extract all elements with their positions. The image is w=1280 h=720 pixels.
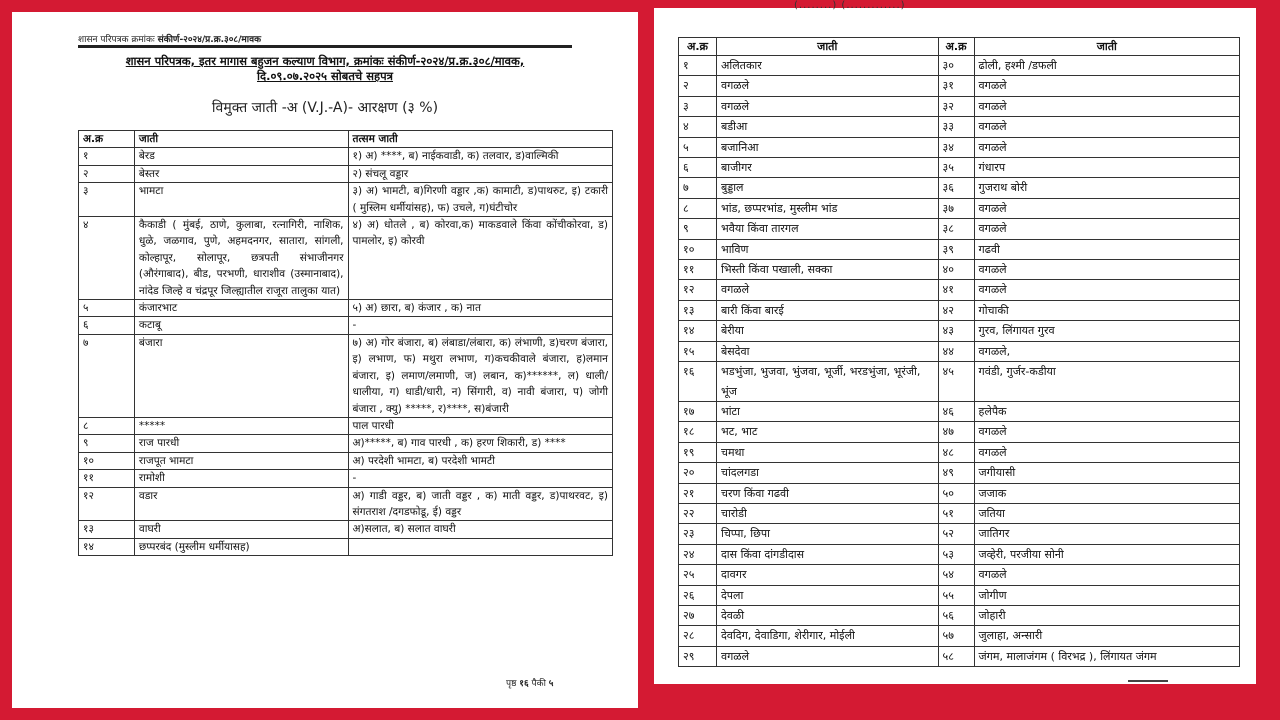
caste-name-2: वगळले	[974, 198, 1239, 218]
right-document-page	[654, 0, 1256, 684]
table-row	[679, 117, 1240, 137]
caste-name-2: जतिया	[974, 503, 1239, 523]
similar-castes: १) अ) ****, ब) नाईकवाडी, क) तलवार, ड)वाल्मिकी	[348, 148, 612, 165]
caste-name: बेरड	[134, 148, 348, 165]
similar-castes	[348, 538, 612, 555]
column-header-caste: जाती	[134, 131, 348, 148]
row-number-2: ३३	[938, 117, 974, 137]
caste-name-1: बाजीगर	[716, 158, 938, 178]
row-number: १२	[79, 487, 135, 521]
caste-name-2: वगळले	[974, 280, 1239, 300]
caste-name-1: चरण किंवा गढवी	[716, 483, 938, 503]
caste-name: रामोशी	[134, 470, 348, 487]
row-number-2: ४७	[938, 422, 974, 442]
table-row	[679, 646, 1240, 666]
caste-name-1: बेरीया	[716, 321, 938, 341]
table-row	[679, 503, 1240, 523]
table-row	[679, 300, 1240, 320]
cropped-header-text: (........) (.............)	[794, 0, 906, 11]
table-row	[679, 544, 1240, 564]
column-header-number-1: अ.क्र	[679, 38, 717, 56]
caste-name: बेस्तर	[134, 165, 348, 182]
row-number-1: ६	[679, 158, 717, 178]
caste-name-1: भांटा	[716, 401, 938, 421]
caste-name-2: जजाक	[974, 483, 1239, 503]
row-number-2: ४०	[938, 260, 974, 280]
caste-name-1: बारी किंवा बारई	[716, 300, 938, 320]
caste-name-1: चिप्पा, छिपा	[716, 524, 938, 544]
row-number-1: ४	[679, 117, 717, 137]
caste-name: बंजारा	[134, 334, 348, 417]
row-number-1: १८	[679, 422, 717, 442]
footer-page-number: १६	[519, 679, 529, 689]
similar-castes: ४) अ) धोतले , ब) कोरवा,क) माकडवाले किंवा कोंचीकोरवा, ड) पामलोर, इ) कोरवी	[348, 217, 612, 300]
caste-name-2: गुरव, लिंगायत गुरव	[974, 321, 1239, 341]
row-number: २	[79, 165, 135, 182]
row-number-2: ४९	[938, 463, 974, 483]
similar-castes: -	[348, 317, 612, 334]
row-number: ९	[79, 435, 135, 452]
row-number-2: ३४	[938, 137, 974, 157]
caste-name-1: भट, भाट	[716, 422, 938, 442]
row-number-1: २४	[679, 544, 717, 564]
row-number-1: २३	[679, 524, 717, 544]
caste-name-2: वगळले	[974, 442, 1239, 462]
caste-name: छप्परबंद (मुस्लीम धर्मीयासह)	[134, 538, 348, 555]
table-header-row	[79, 131, 613, 148]
caste-name-2: वगळले	[974, 422, 1239, 442]
row-number-1: १७	[679, 401, 717, 421]
row-number-2: ५३	[938, 544, 974, 564]
table-row	[679, 137, 1240, 157]
row-number-2: ३७	[938, 198, 974, 218]
row-number: ५	[79, 300, 135, 317]
footer-total: ५	[548, 679, 554, 689]
table-row	[79, 217, 613, 300]
caste-name-2: जगीयासी	[974, 463, 1239, 483]
caste-name: वाघरी	[134, 521, 348, 538]
similar-castes: अ) गाडी वड्डर, ब) जाती वड्डर , क) माती वड्डर, ड)पाथरवट, इ) संगतराश /दगडफोडू, ई) वड्डर	[348, 487, 612, 521]
vja-caste-table	[78, 130, 613, 556]
table-row	[679, 56, 1240, 76]
row-number-1: २७	[679, 605, 717, 625]
cropped-footer-mark	[1128, 680, 1168, 682]
table-row	[679, 585, 1240, 605]
table-row	[679, 198, 1240, 218]
row-number-2: ४३	[938, 321, 974, 341]
similar-castes: -	[348, 470, 612, 487]
column-header-number: अ.क्र	[79, 131, 135, 148]
row-number: ४	[79, 217, 135, 300]
row-number-1: ५	[679, 137, 717, 157]
caste-name-2: वगळले	[974, 565, 1239, 585]
caste-name-2: जोगीण	[974, 585, 1239, 605]
row-number-1: १२	[679, 280, 717, 300]
row-number: १३	[79, 521, 135, 538]
row-number-1: ३	[679, 96, 717, 116]
caste-name: कटाबू	[134, 317, 348, 334]
table-row	[79, 521, 613, 538]
table-row	[679, 422, 1240, 442]
caste-name-1: बुड्डाल	[716, 178, 938, 198]
row-number-2: ४६	[938, 401, 974, 421]
left-document-page	[12, 12, 638, 708]
intro-line-2: दि.०९.०७.२०२५ सोबतचे सहपत्र	[257, 69, 393, 83]
row-number-1: १४	[679, 321, 717, 341]
table-row	[679, 239, 1240, 259]
row-number-2: ३०	[938, 56, 974, 76]
row-number: ८	[79, 417, 135, 434]
row-number-1: १९	[679, 442, 717, 462]
caste-name-2: वगळले,	[974, 341, 1239, 361]
caste-name-1: देवदिग, देवाडिगा, शेरीगार, मोईली	[716, 626, 938, 646]
caste-name-1: चांदलगडा	[716, 463, 938, 483]
row-number: ६	[79, 317, 135, 334]
caste-name-2: जोहारी	[974, 605, 1239, 625]
caste-name-2: ढोली, हश्मी /डफली	[974, 56, 1239, 76]
caste-name-1: भडभुंजा, भुजवा, भुंजवा, भूर्जी, भरडभुंजा, भूरंजी, भूंज	[716, 362, 938, 402]
row-number-2: ४८	[938, 442, 974, 462]
row-number-2: ५०	[938, 483, 974, 503]
caste-name-1: अलितकार	[716, 56, 938, 76]
caste-name-1: देवळी	[716, 605, 938, 625]
row-number-1: २६	[679, 585, 717, 605]
row-number-2: ५६	[938, 605, 974, 625]
caste-name-2: वगळले	[974, 219, 1239, 239]
circular-intro	[78, 54, 572, 84]
similar-castes: २) संचलू वड्डार	[348, 165, 612, 182]
row-number-1: २९	[679, 646, 717, 666]
row-number: ७	[79, 334, 135, 417]
row-number-1: ७	[679, 178, 717, 198]
caste-name-2: वगळले	[974, 76, 1239, 96]
caste-name-1: बजानिआ	[716, 137, 938, 157]
table-row	[679, 178, 1240, 198]
table-row	[679, 401, 1240, 421]
row-number-2: ४४	[938, 341, 974, 361]
table-row	[679, 76, 1240, 96]
row-number-1: ८	[679, 198, 717, 218]
row-number-1: १६	[679, 362, 717, 402]
footer-mid: पैकी	[531, 679, 546, 689]
caste-name-2: हलेपैक	[974, 401, 1239, 421]
table-row	[79, 417, 613, 434]
row-number-2: ४५	[938, 362, 974, 402]
table-row	[679, 524, 1240, 544]
column-header-caste-2: जाती	[974, 38, 1239, 56]
row-number-2: ५५	[938, 585, 974, 605]
table-row	[679, 483, 1240, 503]
table-row	[79, 334, 613, 417]
caste-name-2: जुलाहा, अन्सारी	[974, 626, 1239, 646]
reservation-title: विमुक्त जाती -अ (V.J.-A)- आरक्षण (३ %)	[211, 100, 439, 116]
row-number-2: ३१	[938, 76, 974, 96]
row-number-2: ३५	[938, 158, 974, 178]
row-number-1: २८	[679, 626, 717, 646]
table-row	[679, 260, 1240, 280]
caste-name-1: देपला	[716, 585, 938, 605]
table-row	[679, 219, 1240, 239]
row-number-2: ३९	[938, 239, 974, 259]
caste-name-1: भांड, छप्परभांड, मुस्लीम भांड	[716, 198, 938, 218]
row-number-2: ५४	[938, 565, 974, 585]
caste-name: *****	[134, 417, 348, 434]
caste-name-1: वगळले	[716, 76, 938, 96]
row-number: १	[79, 148, 135, 165]
row-number-1: २०	[679, 463, 717, 483]
table-row	[79, 148, 613, 165]
table-row	[679, 463, 1240, 483]
caste-name-2: गढवी	[974, 239, 1239, 259]
caste-name-1: भिस्ती किंवा पखाली, सक्का	[716, 260, 938, 280]
table-row	[679, 321, 1240, 341]
caste-name-1: भाविण	[716, 239, 938, 259]
caste-name-1: दास किंवा दांगडीदास	[716, 544, 938, 564]
similar-castes: ७) अ) गोर बंजारा, ब) लंबाडा/लंबारा, क) लंभाणी, ड)चरण बंजारा, इ) लभाण, फ) मथुरा लभाण, ग)कचकीवाले बंजारा, ह)लमान बंजारा, इ) लमाण/लमाणी, ज) लबान, क)******, ल) धाली/ धालीया, ग) धाडी/धारी, न) सिंगारी, व) नावी बंजारा, प) जोगी बंजारा , क्यु) *****, र)****, स)बंजारी	[348, 334, 612, 417]
table-row	[79, 452, 613, 469]
footer-prefix: पृष्ठ	[506, 679, 517, 689]
document-header	[78, 32, 261, 45]
caste-name-1: वगळले	[716, 280, 938, 300]
caste-name: राज पारधी	[134, 435, 348, 452]
table-row	[79, 487, 613, 521]
row-number-1: २१	[679, 483, 717, 503]
header-reference: संकीर्ण-२०२४/प्र.क्र.३०८/मावक	[157, 35, 262, 45]
table-body	[79, 148, 613, 556]
row-number-2: ४२	[938, 300, 974, 320]
table-row	[79, 538, 613, 555]
caste-name-2: वगळले	[974, 137, 1239, 157]
caste-name: वडार	[134, 487, 348, 521]
caste-name: कंजारभाट	[134, 300, 348, 317]
page-footer	[506, 676, 553, 689]
table-row	[679, 96, 1240, 116]
caste-name-1: बडीआ	[716, 117, 938, 137]
column-header-caste-1: जाती	[716, 38, 938, 56]
header-rule	[78, 45, 572, 48]
row-number-1: ९	[679, 219, 717, 239]
caste-name-1: वगळले	[716, 96, 938, 116]
header-prefix: शासन परिपत्रक क्रमांकः	[78, 35, 155, 45]
row-number-1: २५	[679, 565, 717, 585]
table-row	[679, 565, 1240, 585]
row-number-1: १५	[679, 341, 717, 361]
row-number: १०	[79, 452, 135, 469]
row-number-1: ११	[679, 260, 717, 280]
caste-name-2: जंगम, मालाजंगम ( विरभद्र ), लिंगायत जंगम	[974, 646, 1239, 666]
table-body	[679, 56, 1240, 667]
caste-name-2: वगळले	[974, 117, 1239, 137]
caste-name-2: गंधारप	[974, 158, 1239, 178]
caste-name-1: चमथा	[716, 442, 938, 462]
row-number-2: ३६	[938, 178, 974, 198]
row-number: १४	[79, 538, 135, 555]
row-number: ३	[79, 183, 135, 217]
similar-castes: पाल पारधी	[348, 417, 612, 434]
caste-name: राजपूत भामटा	[134, 452, 348, 469]
intro-line-1: शासन परिपत्रक, इतर मागास बहुजन कल्याण विभाग, क्रमांकः संकीर्ण-२०२४/प्र.क्र.३०८/मावक,	[125, 54, 525, 68]
similar-castes: अ)*****, ब) गाव पारधी , क) हरण शिकारी, ड) ****	[348, 435, 612, 452]
similar-castes: ५) अ) छारा, ब) कंजार , क) नात	[348, 300, 612, 317]
caste-name-1: भवैया किंवा तारगल	[716, 219, 938, 239]
table-row	[79, 300, 613, 317]
caste-name-1: चारोडी	[716, 503, 938, 523]
similar-castes: अ)सलात, ब) सलात वाघरी	[348, 521, 612, 538]
similar-castes: अ) परदेशी भामटा, ब) परदेशी भामटी	[348, 452, 612, 469]
column-header-number-2: अ.क्र	[938, 38, 974, 56]
caste-name-2: गोचाकी	[974, 300, 1239, 320]
caste-name: भामटा	[134, 183, 348, 217]
table-row	[679, 280, 1240, 300]
row-number: ११	[79, 470, 135, 487]
caste-name-2: वगळले	[974, 96, 1239, 116]
row-number-1: १३	[679, 300, 717, 320]
caste-name: कैकाडी ( मुंबई, ठाणे, कुलाबा, रत्नागिरी, नाशिक, धुळे, जळगाव, पुणे, अहमदनगर, सातारा, सांगली, कोल्हापूर, सोलापूर, छत्रपती संभाजीनगर (औरंगाबाद), बीड, परभणी, धाराशीव (उस्मानाबाद), नांदेड जिल्हे व चंद्रपूर जिल्ह्यातील राजूरा तालुका यात)	[134, 217, 348, 300]
table-row	[79, 165, 613, 182]
similar-castes: ३) अ) भामटी, ब)गिरणी वड्डार ,क) कामाटी, ड)पाथरुट, इ) टकारी ( मुस्लिम धर्मीयांसह), फ) उचले, ग)घंटीचोर	[348, 183, 612, 217]
caste-name-1: बेसदेवा	[716, 341, 938, 361]
row-number-1: १०	[679, 239, 717, 259]
row-number-2: ३२	[938, 96, 974, 116]
caste-name-2: वगळले	[974, 260, 1239, 280]
table-row	[679, 362, 1240, 402]
row-number-1: २	[679, 76, 717, 96]
row-number-2: ४१	[938, 280, 974, 300]
table-row	[79, 183, 613, 217]
row-number-1: २२	[679, 503, 717, 523]
table-row	[79, 435, 613, 452]
column-header-similar: तत्सम जाती	[348, 131, 612, 148]
table-row	[679, 605, 1240, 625]
table-row	[679, 341, 1240, 361]
caste-name-2: जातिगर	[974, 524, 1239, 544]
row-number-2: ५८	[938, 646, 974, 666]
table-row	[79, 317, 613, 334]
table-row	[79, 470, 613, 487]
caste-name-2: गवंडी, गुर्जर-कडीया	[974, 362, 1239, 402]
table-row	[679, 626, 1240, 646]
row-number-2: ५१	[938, 503, 974, 523]
caste-list-table	[678, 37, 1240, 667]
caste-name-1: वगळले	[716, 646, 938, 666]
caste-name-2: गुजराथ बोरी	[974, 178, 1239, 198]
row-number-2: ३८	[938, 219, 974, 239]
table-header-row	[679, 38, 1240, 56]
caste-name-2: जव्हेरी, परजीया सोनी	[974, 544, 1239, 564]
row-number-2: ५७	[938, 626, 974, 646]
row-number-2: ५२	[938, 524, 974, 544]
row-number-1: १	[679, 56, 717, 76]
caste-name-1: दावगर	[716, 565, 938, 585]
table-row	[679, 442, 1240, 462]
table-row	[679, 158, 1240, 178]
